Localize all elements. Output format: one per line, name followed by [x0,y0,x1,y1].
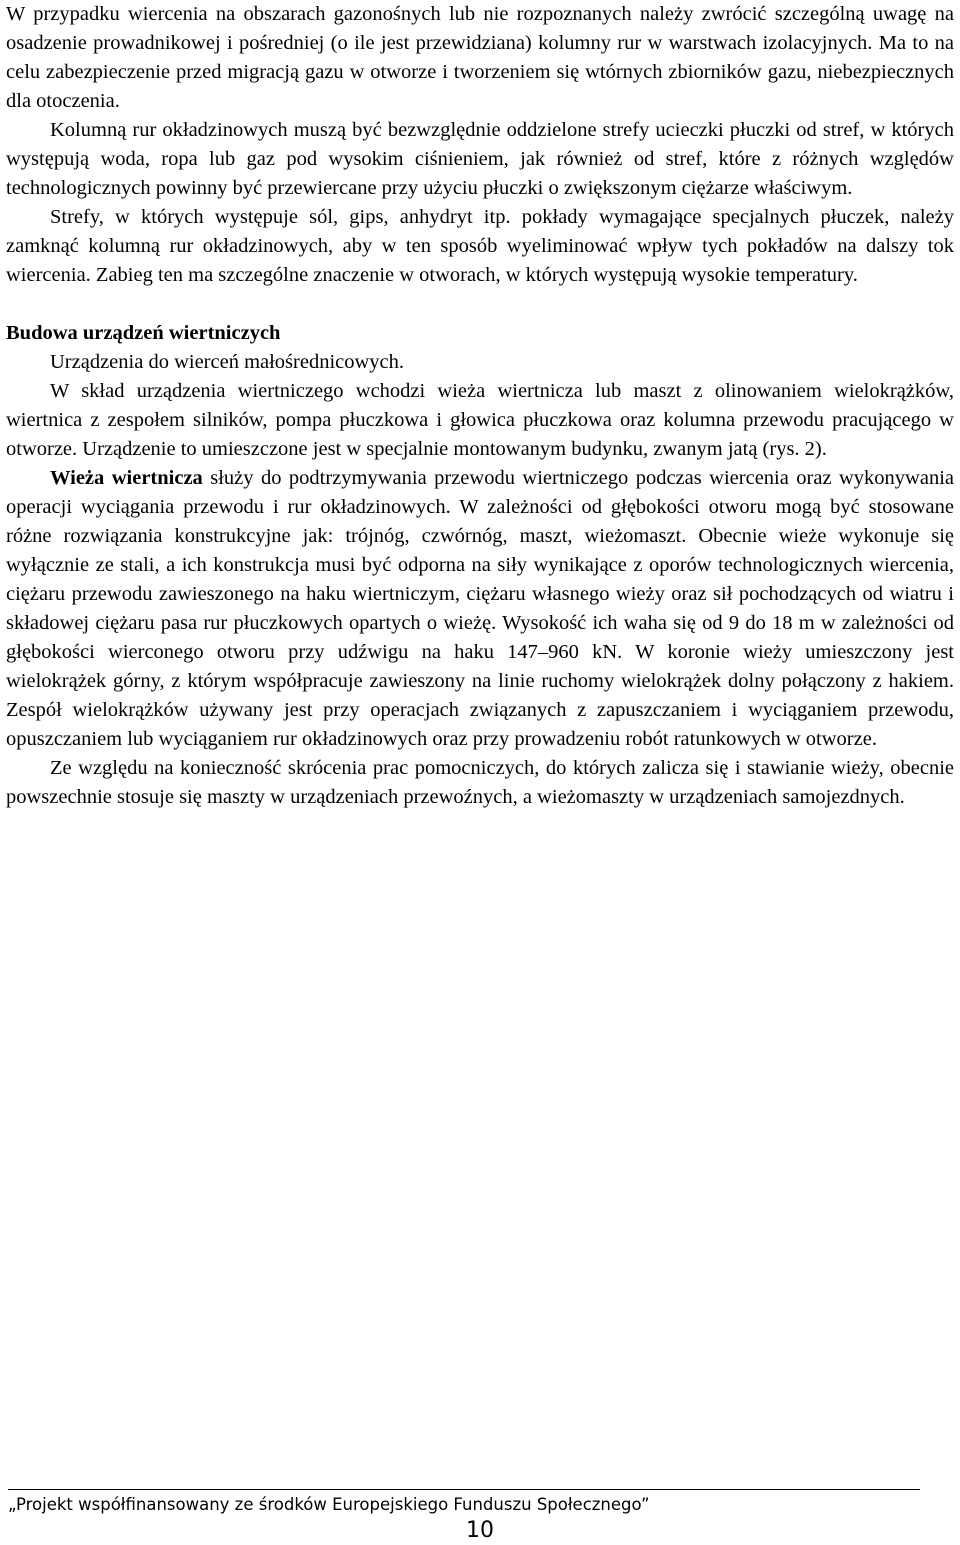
footer-divider [8,1489,920,1490]
paragraph-masts: Ze względu na konieczność skrócenia prac pomocniczych, do których zalicza się i stawianie wieży, obecnie powszechnie stosuje się maszty w urządzeniach przewoźnych, a wieżomaszty w urządzeniach samojezdnych. [6,757,954,808]
section-heading: Budowa urządzeń wiertniczych [6,322,281,344]
paragraph-casing-column: Kolumną rur okładzinowych muszą być bezwzględnie oddzielone strefy ucieczki płuczki od stref, w których występują woda, ropa lub gaz pod wysokim ciśnieniem, jak również od stref, które z różnych względów technologicznych powinny być przewiercane przy użyciu płuczki o zwiększonym ciężarze właściwym. [6,119,954,199]
subheading: Urządzenia do wierceń małośrednicowych. [50,351,405,373]
page-number: 10 [466,1518,494,1543]
bold-term-drilling-tower: Wieża wiertnicza [50,467,203,489]
paragraph-salt-zones: Strefy, w których występuje sól, gips, anhydryt itp. pokłady wymagające specjalnych płuczek, należy zamknąć kolumną rur okładzinowych, aby w ten sposób wyeliminować wpływ tych pokładów na dalszy tok wiercenia. Zabieg ten ma szczególne znaczenie w otworach, w których występują wysokie temperatury. [6,206,954,286]
paragraph-gas-drilling: W przypadku wiercenia na obszarach gazonośnych lub nie rozpoznanych należy zwrócić szczególną uwagę na osadzenie prowadnikowej i pośredniej (o ile jest przewidziana) kolumny rur w warstwach izolacyjnych. Ma to na celu zabezpieczenie przed migracją gazu w otworze i tworzeniem się wtórnych zbiorników gazu, niebezpiecznych dla otoczenia. [6,3,954,112]
footer-funding-note: „Projekt współfinansowany ze środków Europejskiego Funduszu Społecznego” [8,1495,650,1514]
document-body [6,0,954,812]
paragraph-drilling-tower [6,464,954,754]
paragraph-rig-components: W skład urządzenia wiertniczego wchodzi wieża wiertnicza lub maszt z olinowaniem wielokrążków, wiertnica z zespołem silników, pompa płuczkowa i głowica płuczkowa oraz kolumna przewodu pracującego w otworze. Urządzenie to umieszczone jest w specjalnie montowanym budynku, zwanym jatą (rys. 2). [6,380,954,460]
drilling-tower-text: służy do podtrzymywania przewodu wiertniczego podczas wiercenia oraz wykonywania operacji wyciągania przewodu i rur okładzinowych. W zależności od głębokości otworu mogą być stosowane różne rozwiązania konstrukcyjne jak: trójnóg, czwórnóg, maszt, wieżomaszt. Obecnie wieże wykonuje się wyłącznie ze stali, a ich konstrukcja musi być odporna na siły wynikające z oporów technologicznych wiercenia, ciężaru przewodu zawieszonego na haku wiertniczym, ciężaru własnego wieży oraz sił pochodzących od wiatru i składowej ciężaru pasa rur płuczkowych opartych o wieżę. Wysokość ich waha się od 9 do 18 m w zależności od głębokości wierconego otworu przy udźwigu na haku 147–960 kN. W koronie wieży umieszczony jest wielokrążek górny, z którym współpracuje zawieszony na linie ruchomy wielokrążek dolny połączony z hakiem. Zespół wielokrążków używany jest przy operacjach związanych z zapuszczaniem i wyciąganiem przewodu, opuszczaniem lub wyciąganiem rur okładzinowych oraz przy prowadzeniu robót ratunkowych w otworze. [6,467,955,750]
